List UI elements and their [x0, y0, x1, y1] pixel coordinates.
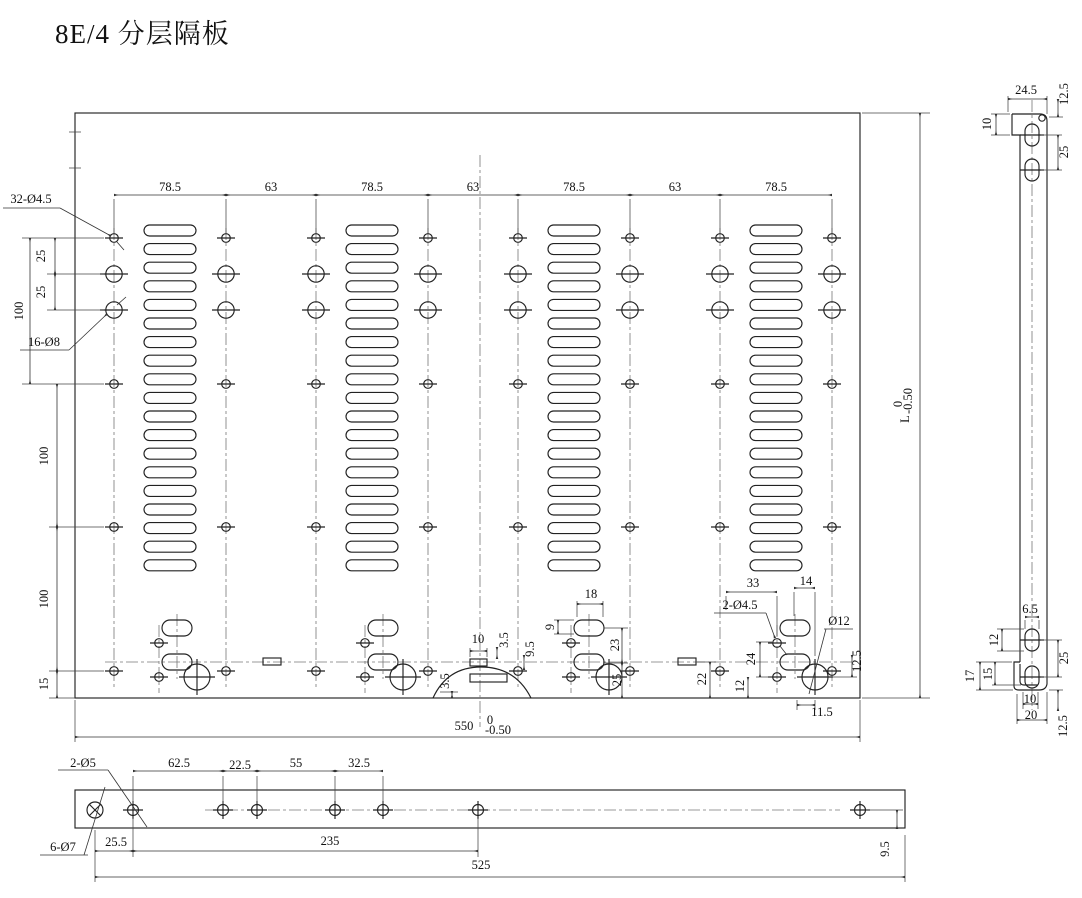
dim-bottom-9p5: 9.5	[877, 841, 892, 857]
dim-bottom-callout-2d5: 2-Ø5	[70, 755, 96, 770]
dim-top-span-3: 78.5	[361, 179, 383, 194]
dim-bottom-22p5: 22.5	[229, 757, 251, 772]
dim-detail3-18: 18	[584, 586, 598, 601]
dim-bottom-25p5: 25.5	[105, 834, 127, 849]
dim-center-9p5: 9.5	[522, 641, 537, 657]
dim-left-100a: 100	[11, 301, 26, 321]
dim-width-550-tol-lower: -0.50	[484, 722, 512, 737]
dim-side-10-top: 10	[979, 117, 994, 131]
drawing-title: 8E/4 分层隔板	[55, 19, 230, 49]
dim-detail4-24: 24	[743, 652, 758, 666]
dim-bottom-55: 55	[289, 755, 303, 770]
dim-callout-holes-small: 32-Ø4.5	[10, 191, 52, 206]
dim-detail4-11p5: 11.5	[811, 704, 833, 719]
dim-detail4-dia12: Ø12	[828, 613, 850, 628]
dim-top-span-4: 63	[466, 179, 480, 194]
dim-side-12p5-top: 12.5	[1056, 83, 1071, 105]
dim-side-24p5: 24.5	[1015, 82, 1037, 97]
dim-side-25-top: 25	[1056, 145, 1071, 159]
dim-width-550-tol-upper: 0	[486, 712, 494, 727]
main-view	[69, 113, 860, 727]
dim-bottom-62p5: 62.5	[168, 755, 190, 770]
dim-side-20: 20	[1024, 707, 1038, 722]
bottom-view	[75, 790, 905, 828]
dim-center-3p5-right: 3.5	[496, 632, 511, 648]
dim-bottom-525: 525	[471, 857, 491, 872]
dim-bottom-235: 235	[320, 833, 340, 848]
dim-detail3-25: 25	[609, 673, 624, 687]
dim-left-25b: 25	[33, 285, 48, 299]
dim-bottom-callout-6d7: 6-Ø7	[50, 839, 76, 854]
vent-slot-columns	[144, 225, 802, 571]
dim-detail4-12p5: 12.5	[849, 650, 864, 672]
dim-detail3-23: 23	[607, 638, 622, 652]
dim-center-10: 10	[471, 631, 485, 646]
dim-detail3-9: 9	[542, 623, 557, 631]
dim-left-100b: 100	[36, 446, 51, 466]
dim-detail4-callout: 2-Ø4.5	[722, 597, 758, 612]
dim-side-10-bottom: 10	[1023, 691, 1037, 706]
bottom-feature-groups	[150, 614, 833, 695]
dim-side-6p5: 6.5	[1022, 601, 1038, 616]
dim-left-100c: 100	[36, 589, 51, 609]
dim-detail4-14: 14	[799, 573, 813, 588]
dim-detail4-33: 33	[746, 575, 760, 590]
dim-side-15: 15	[980, 667, 995, 681]
dim-bottom-32p5: 32.5	[348, 755, 370, 770]
dim-detail3-22: 22	[694, 672, 709, 686]
strip-outline	[75, 790, 905, 828]
dim-right-height-L: L	[897, 415, 912, 423]
dim-right-L-tol-lower: -0.50	[900, 387, 915, 415]
dim-callout-holes-large: 16-Ø8	[28, 334, 60, 349]
dim-side-25-bottom: 25	[1056, 651, 1071, 665]
side-top-lip	[1012, 114, 1020, 662]
dim-top-span-6: 63	[668, 179, 682, 194]
side-top-hook-curl	[1039, 115, 1045, 121]
dim-detail4-12: 12	[732, 679, 747, 693]
dim-top-span-1: 78.5	[159, 179, 181, 194]
dim-center-3p5-left: 3.5	[437, 673, 452, 689]
dim-width-550: 550	[454, 718, 474, 733]
dim-right-L-tol-upper: 0	[890, 400, 905, 408]
dim-side-17: 17	[962, 669, 977, 683]
dim-left-15: 15	[36, 677, 51, 691]
dim-top-span-5: 78.5	[563, 179, 585, 194]
dim-side-12: 12	[986, 633, 1001, 647]
dim-top-span-7: 78.5	[765, 179, 787, 194]
dim-left-25a: 25	[33, 249, 48, 263]
dim-side-12p5-bottom: 12.5	[1055, 715, 1070, 737]
side-view	[1012, 100, 1047, 710]
dim-top-span-2: 63	[264, 179, 278, 194]
